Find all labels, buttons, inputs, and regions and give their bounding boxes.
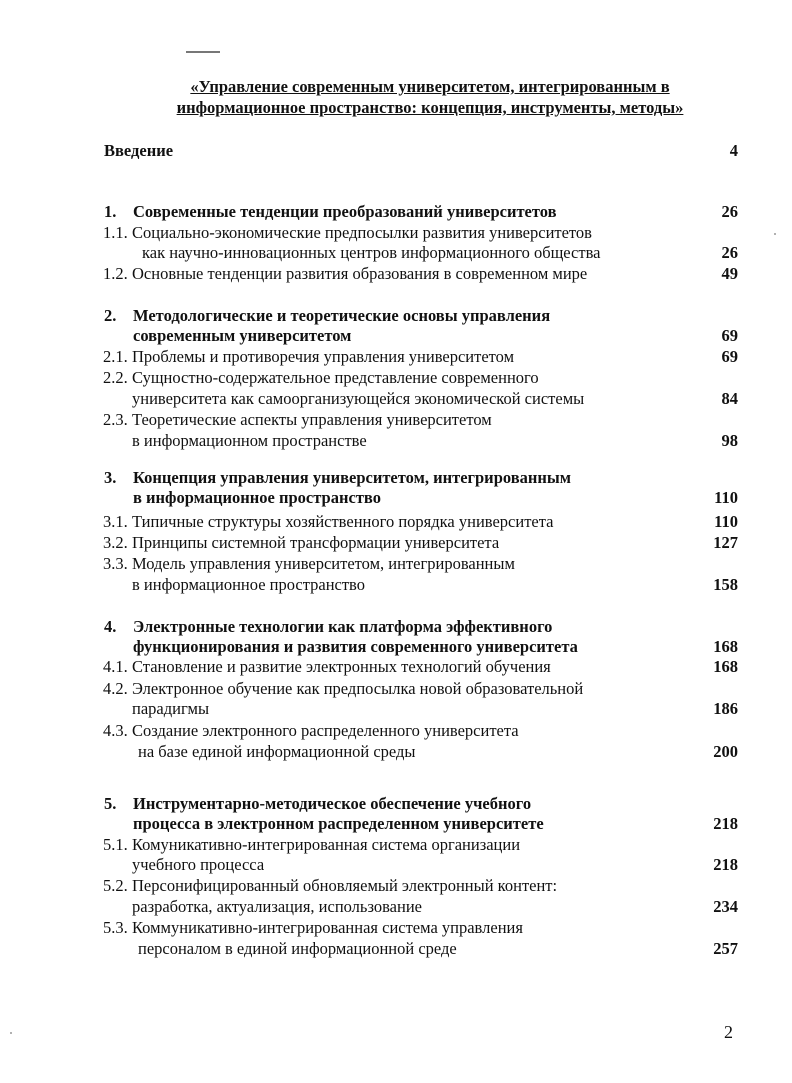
- section-page: 186: [713, 699, 738, 718]
- section-title: Социально-экономические предпосылки развития университетов: [132, 223, 592, 242]
- section-title: Создание электронного распределенного университета: [132, 721, 519, 740]
- section-page: 127: [713, 533, 738, 552]
- section-page: 257: [713, 939, 738, 958]
- intro-page: 4: [729, 141, 738, 160]
- chapter-page: 69: [721, 326, 738, 345]
- chapter-number: 1.: [104, 202, 117, 221]
- section-title: Коммуникативно-интегрированная система управления: [132, 918, 523, 937]
- section-page: 234: [713, 897, 738, 916]
- section-title: как научно-инновационных центров информационного общества: [142, 243, 601, 262]
- section-number: 4.1.: [103, 657, 128, 676]
- section-title: Электронное обучение как предпосылка новой образовательной: [132, 679, 584, 698]
- section-page: 26: [721, 243, 738, 262]
- section-number: 2.2.: [103, 368, 128, 387]
- section-title: парадигмы: [132, 699, 210, 718]
- chapter-title: Методологические и теоретические основы управления: [133, 306, 551, 325]
- chapter-title: Современные тенденции преобразований университетов: [133, 202, 557, 221]
- section-page: 69: [721, 347, 738, 366]
- section-number: 3.3.: [103, 554, 128, 573]
- chapter-title: процесса в электронном распределенном университете: [133, 814, 544, 833]
- section-number: 5.1.: [103, 835, 128, 854]
- section-title: университета как самоорганизующейся экономической системы: [132, 389, 585, 408]
- section-number: 4.2.: [103, 679, 128, 698]
- chapter-page: 110: [714, 488, 738, 507]
- chapter-title: современным университетом: [133, 326, 352, 345]
- section-title: в информационном пространстве: [132, 431, 367, 450]
- section-title: учебного процесса: [132, 855, 265, 874]
- chapter-number: 5.: [104, 794, 117, 813]
- chapter-number: 4.: [104, 617, 117, 636]
- scan-artifact: [10, 1032, 12, 1034]
- section-page: 200: [713, 742, 738, 761]
- title-line: «Управление современным университетом, интегрированным в: [190, 77, 670, 96]
- document-title: [100, 76, 760, 118]
- chapter-page: 168: [713, 637, 738, 656]
- scan-artifact: [186, 51, 220, 53]
- section-page: 49: [721, 264, 738, 283]
- section-title: Основные тенденции развития образования в современном мире: [132, 264, 588, 283]
- section-number: 2.3.: [103, 410, 128, 429]
- chapter-number: 3.: [104, 468, 117, 487]
- section-number: 1.2.: [103, 264, 128, 283]
- section-number: 2.1.: [103, 347, 128, 366]
- section-number: 3.1.: [103, 512, 128, 531]
- section-title: в информационное пространство: [132, 575, 365, 594]
- section-page: 98: [721, 431, 738, 450]
- chapter-page: 26: [721, 202, 738, 221]
- section-title: Персонифицированный обновляемый электронный контент:: [132, 876, 558, 895]
- chapter-title: функционирования и развития современного университета: [133, 637, 578, 656]
- chapter-title: Электронные технологии как платформа эффективного: [133, 617, 553, 636]
- section-page: 168: [713, 657, 738, 676]
- section-title: Модель управления университетом, интегрированным: [132, 554, 515, 573]
- section-title: Комуникативно-интегрированная система организации: [132, 835, 521, 854]
- section-number: 1.1.: [103, 223, 128, 242]
- section-number: 5.2.: [103, 876, 128, 895]
- chapter-page: 218: [713, 814, 738, 833]
- chapter-title: в информационное пространство: [133, 488, 381, 507]
- chapter-title: Концепция управления университетом, интегрированным: [133, 468, 571, 487]
- section-title: разработка, актуализация, использование: [132, 897, 422, 916]
- section-title: Сущностно-содержательное представление современного: [132, 368, 539, 387]
- intro-label: Введение: [104, 141, 174, 160]
- section-page: 158: [713, 575, 738, 594]
- section-title: на базе единой информационной среды: [138, 742, 416, 761]
- section-title: Теоретические аспекты управления университетом: [132, 410, 492, 429]
- section-title: Принципы системной трансформации университета: [132, 533, 500, 552]
- section-number: 4.3.: [103, 721, 128, 740]
- section-title: персоналом в единой информационной среде: [138, 939, 457, 958]
- section-number: 5.3.: [103, 918, 128, 937]
- chapter-title: Инструментарно-методическое обеспечение учебного: [133, 794, 532, 813]
- section-number: 3.2.: [103, 533, 128, 552]
- section-title: Проблемы и противоречия управления университетом: [132, 347, 515, 366]
- section-title: Становление и развитие электронных технологий обучения: [132, 657, 551, 676]
- page-number: 2: [724, 1022, 733, 1042]
- scan-artifact: [774, 233, 776, 235]
- section-title: Типичные структуры хозяйственного порядка университета: [132, 512, 554, 531]
- chapter-number: 2.: [104, 306, 117, 325]
- title-line: информационное пространство: концепция, инструменты, методы»: [176, 98, 684, 117]
- section-page: 218: [713, 855, 738, 874]
- section-page: 84: [721, 389, 738, 408]
- section-page: 110: [714, 512, 738, 531]
